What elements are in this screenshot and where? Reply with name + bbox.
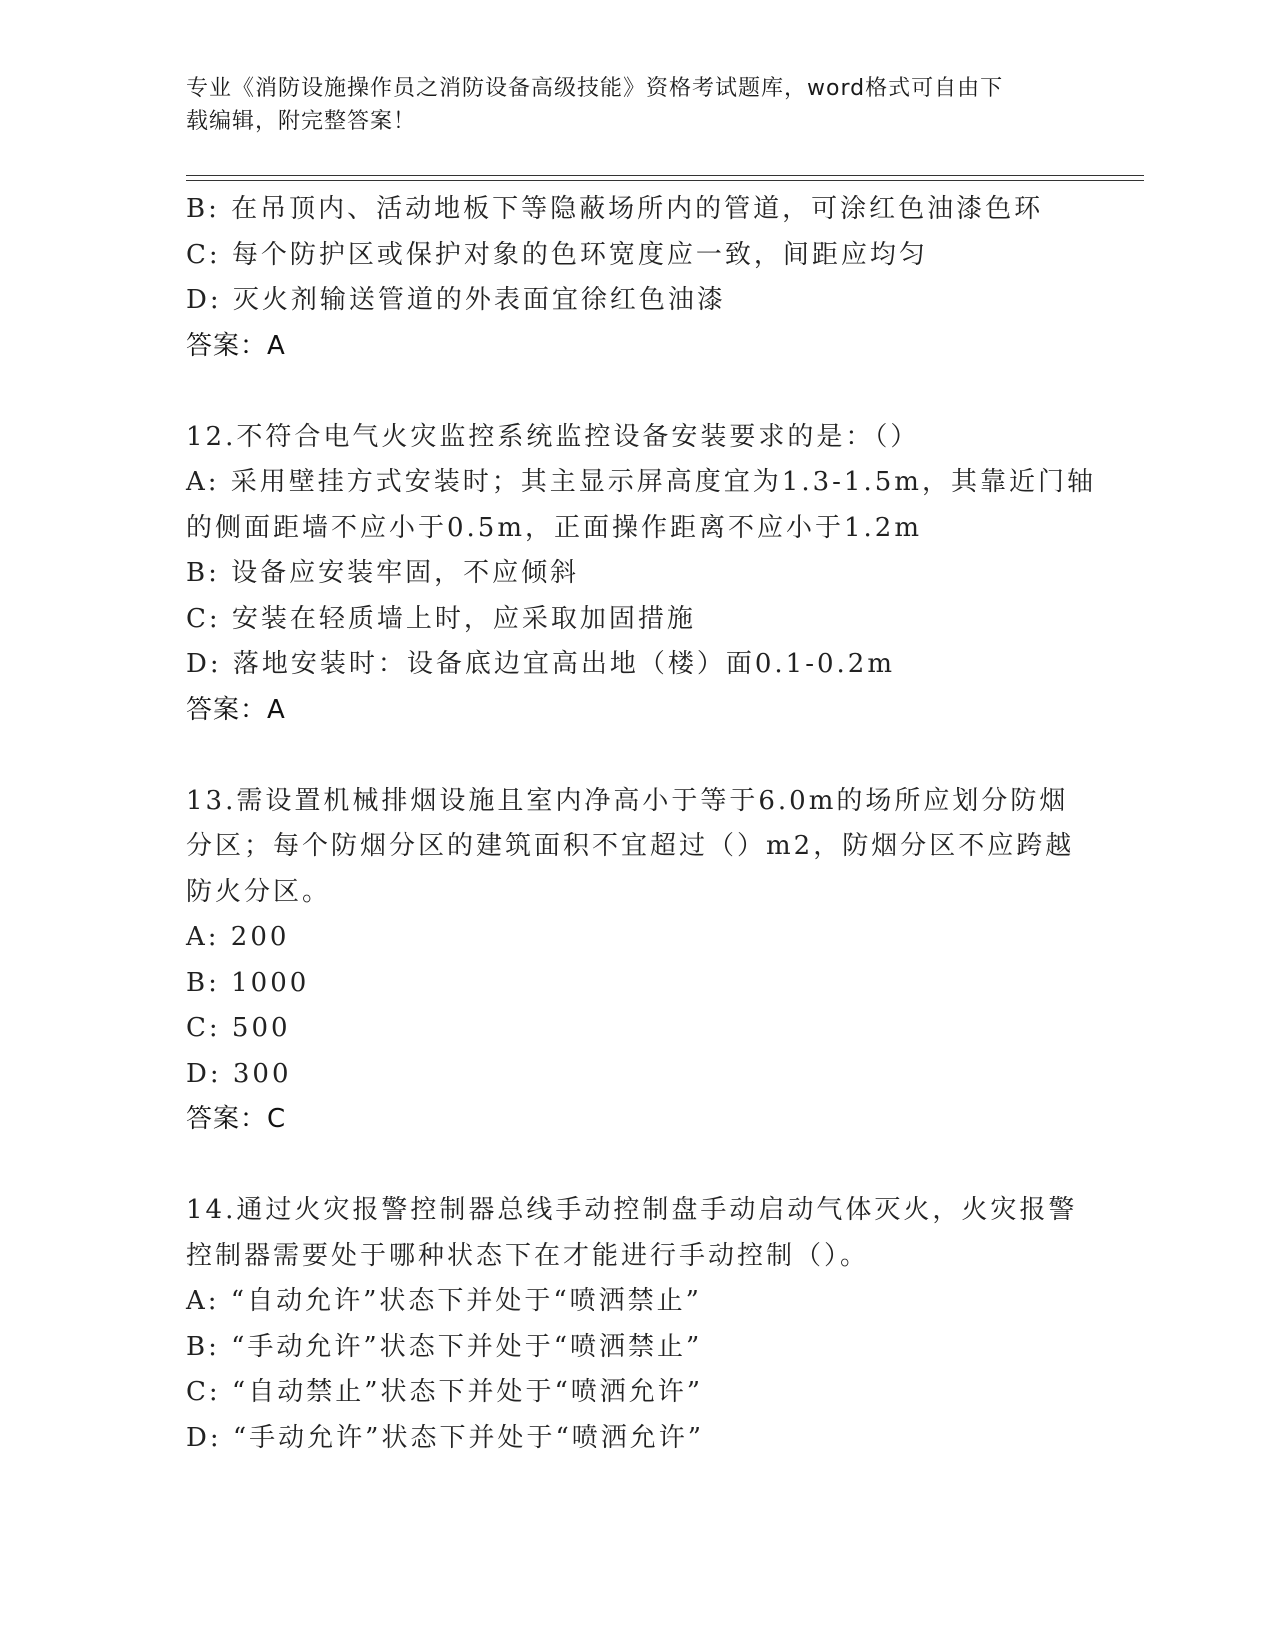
header-line-2: 载编辑，附完整答案！ [186,109,417,134]
option-d: D: 灭火剂输送管道的外表面宜徐红色油漆 [186,285,726,315]
option-d: D: 300 [186,1058,292,1089]
question-stem-line-2: 控制器需要处于哪种状态下在才能进行手动控制（）。 [186,1240,870,1271]
option-b: B: 在吊顶内、活动地板下等隐蔽场所内的管道，可涂红色油漆色环 [186,194,1044,224]
question-stem-line-1: 14.通过火灾报警控制器总线手动控制盘手动启动气体灭火，火灾报警 [186,1195,1078,1225]
spacer [186,369,1086,415]
option-a-line-2: 的侧面距墙不应小于0.5m，正面操作距离不应小于1.2m [186,512,923,543]
option-c: C: 每个防护区或保护对象的色环宽度应一致，间距应均匀 [186,239,928,270]
option-a: A: “自动允许”状态下并处于“喷洒禁止” [186,1286,702,1316]
question-stem-line-2: 分区；每个防烟分区的建筑面积不宜超过（）m2，防烟分区不应跨越 [186,831,1075,861]
option-a-line-1: A: 采用壁挂方式安装时；其主显示屏高度宜为1.3-1.5m，其靠近门轴 [186,467,1096,497]
question-12 [186,415,1096,734]
document-header [186,72,1086,138]
option-a: A: 200 [186,922,290,952]
option-c: C: 500 [186,1013,291,1043]
header-divider-bottom [186,180,1144,181]
question-content [186,187,1096,1461]
spacer [186,1143,1086,1189]
option-b: B: “手动允许”状态下并处于“喷洒禁止” [186,1331,703,1362]
header-divider-top [186,175,1144,176]
answer: 答案：C [186,1104,287,1134]
answer: 答案：A [186,694,286,725]
question-14 [186,1188,1086,1461]
question-stem-line-1: 13.需设置机械排烟设施且室内净高小于等于6.0m的场所应划分防烟 [186,785,1069,816]
header-line-1: 专业《消防设施操作员之消防设备高级技能》资格考试题库，word格式可自由下 [186,76,1004,101]
option-d: D: “手动允许”状态下并处于“喷洒允许” [186,1422,705,1453]
option-c: C: “自动禁止”状态下并处于“喷洒允许” [186,1377,704,1407]
question-13 [186,779,1086,1143]
spacer [186,733,1086,779]
option-c: C: 安装在轻质墙上时，应采取加固措施 [186,603,696,634]
option-b: B: 设备应安装牢固，不应倾斜 [186,558,580,588]
option-d: D: 落地安装时：设备底边宜高出地（楼）面0.1-0.2m [186,649,896,679]
question-stem-line-3: 防火分区。 [186,876,332,907]
answer: 答案：A [186,330,286,361]
question-11 [186,187,1086,369]
question-stem: 12.不符合电气火灾监控系统监控设备安装要求的是：（） [186,421,920,452]
option-b: B: 1000 [186,967,310,998]
